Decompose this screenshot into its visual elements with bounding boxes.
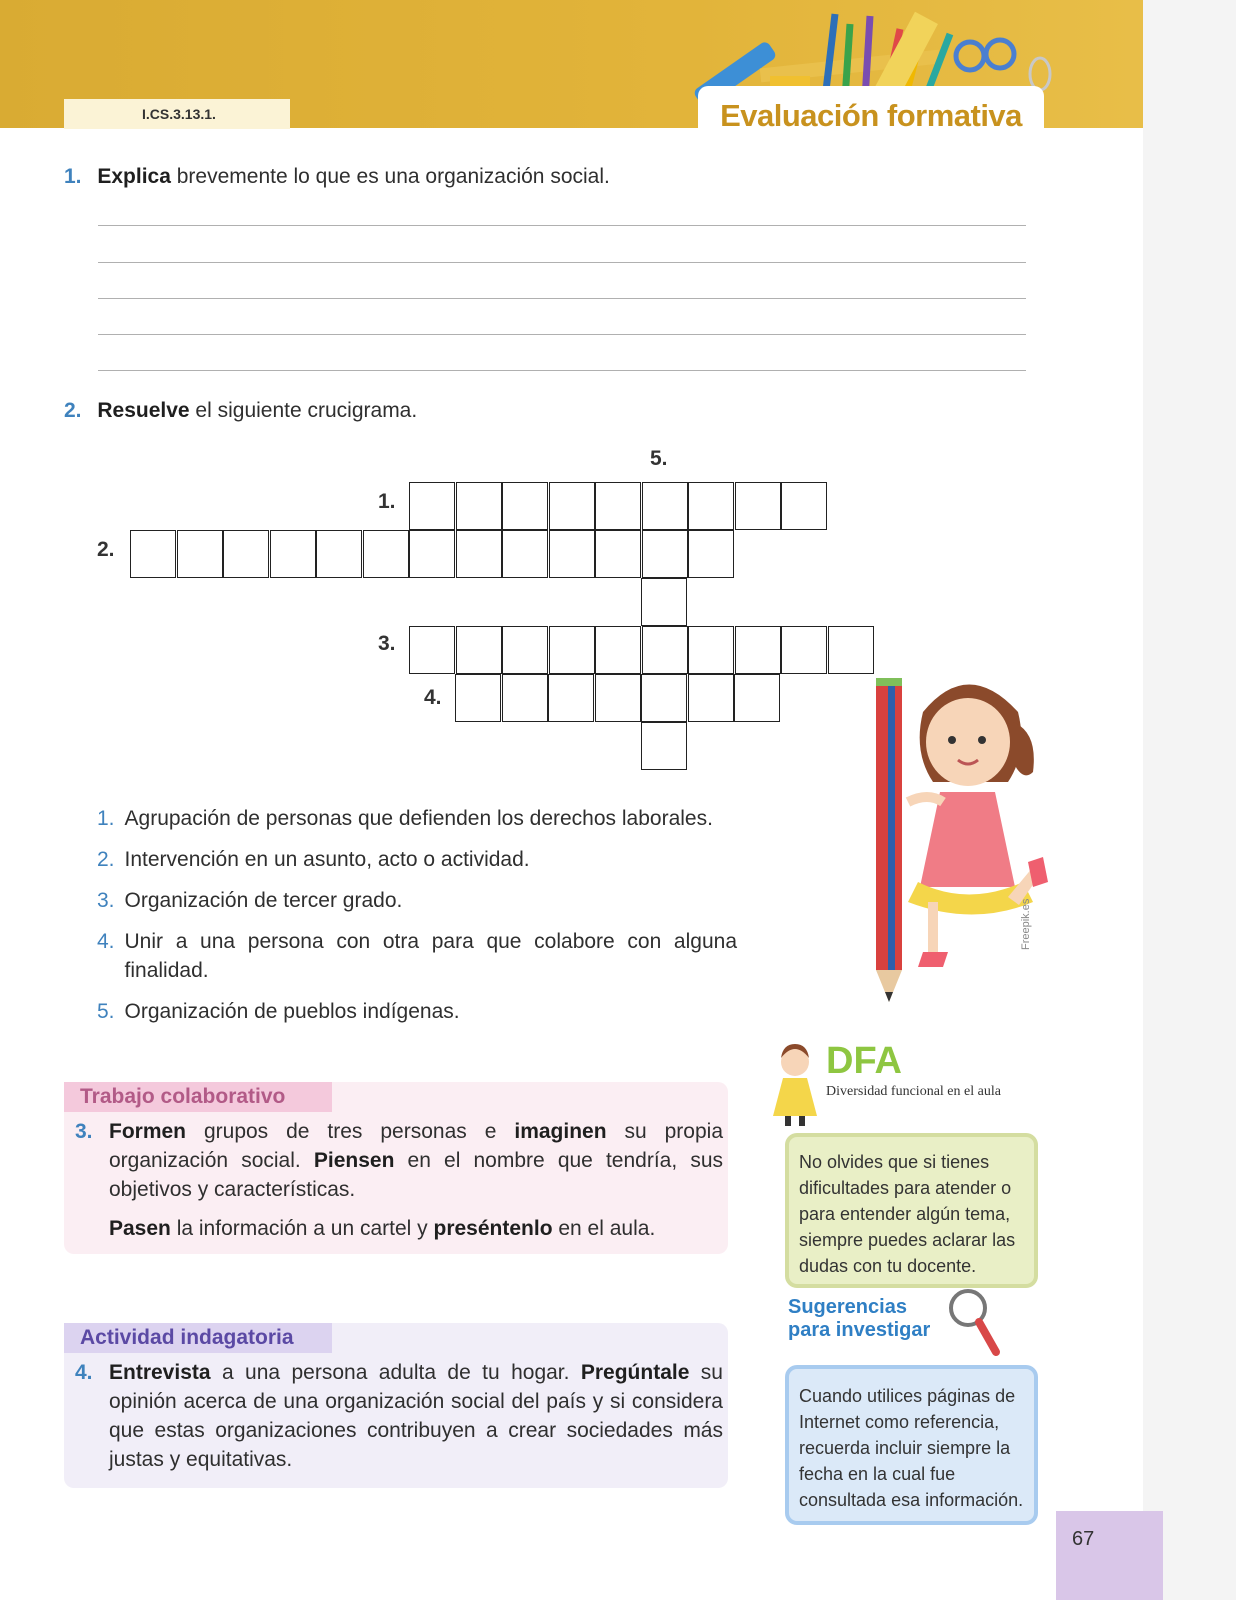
crossword-cell[interactable]: [642, 626, 688, 674]
crossword-cell[interactable]: [688, 530, 734, 578]
dfa-girl-icon: [765, 1040, 825, 1130]
clue-text: Intervención en un asunto, acto o actividad.: [124, 848, 530, 871]
crossword-cell[interactable]: [641, 722, 687, 770]
crossword-cell[interactable]: [735, 482, 781, 530]
crossword-cell[interactable]: [595, 482, 641, 530]
crossword-cell[interactable]: [316, 530, 362, 578]
clue-number: 1.: [97, 807, 115, 830]
question-text: brevemente lo que es una organización social.: [170, 165, 610, 188]
crossword-cell[interactable]: [502, 530, 548, 578]
suggestions-box: Cuando utilices páginas de Internet como referencia, recuerda incluir siempre la fecha en la cual fue consultada esa información.: [785, 1365, 1038, 1525]
crossword-cell[interactable]: [409, 530, 455, 578]
crossword-cell[interactable]: [781, 626, 827, 674]
suggestions-title-line-2: para investigar: [788, 1319, 931, 1341]
question-verb: Explica: [97, 165, 171, 188]
suggestions-title: [788, 1296, 930, 1342]
crossword-label-3: 3.: [378, 632, 396, 655]
crossword-cell[interactable]: [642, 530, 688, 578]
evaluation-tab-title: Evaluación formativa: [698, 86, 1044, 138]
crossword-cell[interactable]: [409, 482, 455, 530]
crossword-cell[interactable]: [130, 530, 176, 578]
clue-item: [97, 804, 737, 833]
clue-item: [97, 927, 737, 985]
crossword-cell[interactable]: [456, 530, 502, 578]
crossword-cell[interactable]: [595, 530, 641, 578]
question-text: Formen grupos de tres personas e imaginen su propia organización social. Piensen en el nombre que tendría, sus objetivos y características.: [109, 1120, 723, 1201]
crossword-cell[interactable]: [734, 674, 780, 722]
question-text: el siguiente crucigrama.: [189, 399, 418, 422]
inquiry-activity-title: Actividad indagatoria: [64, 1323, 332, 1353]
suggestions-title-line-1: Sugerencias: [788, 1296, 907, 1318]
question-3: [75, 1117, 723, 1204]
page-number: 67: [1056, 1511, 1163, 1600]
crossword-cell[interactable]: [502, 482, 548, 530]
crossword-cell[interactable]: [641, 674, 687, 722]
clue-item: [97, 997, 737, 1026]
crossword-cell[interactable]: [641, 578, 687, 626]
clue-item: [97, 845, 737, 874]
crossword-cell[interactable]: [502, 674, 548, 722]
magnifier-icon: [946, 1286, 1002, 1358]
question-number: 4.: [75, 1361, 93, 1384]
crossword-cell[interactable]: [595, 674, 641, 722]
crossword-label-4: 4.: [424, 686, 442, 709]
crossword-label-5: 5.: [650, 447, 668, 470]
clue-number: 5.: [97, 1000, 115, 1023]
crossword-cell[interactable]: [549, 482, 595, 530]
crossword-cell[interactable]: [781, 482, 827, 530]
crossword-label-1: 1.: [378, 490, 396, 513]
dfa-box: No olvides que si tienes dificultades para atender o para entender algún tema, siempre puedes aclarar las dudas con tu docente.: [785, 1133, 1038, 1288]
crossword-label-2: 2.: [97, 538, 115, 561]
collaborative-work-title: Trabajo colaborativo: [64, 1082, 332, 1112]
clue-text: Organización de tercer grado.: [124, 889, 403, 912]
crossword-cell[interactable]: [363, 530, 409, 578]
clue-number: 2.: [97, 848, 115, 871]
image-credit: Freepik.es: [1020, 898, 1032, 950]
question-3-followup: Pasen la información a un cartel y preséntenlo en el aula.: [109, 1217, 656, 1240]
clue-text: Organización de pueblos indígenas.: [124, 1000, 460, 1023]
crossword-cell[interactable]: [688, 674, 734, 722]
crossword-cell[interactable]: [270, 530, 316, 578]
dfa-title: DFA: [826, 1040, 902, 1082]
crossword-cell[interactable]: [502, 626, 548, 674]
clue-text: Unir a una persona con otra para que colabore con alguna finalidad.: [124, 930, 737, 982]
clue-item: [97, 886, 737, 915]
crossword-cell[interactable]: [223, 530, 269, 578]
question-4: [75, 1358, 723, 1474]
crossword-cell[interactable]: [177, 530, 223, 578]
crossword-cell[interactable]: [456, 626, 502, 674]
crossword-cell[interactable]: [642, 482, 688, 530]
crossword-cell[interactable]: [549, 626, 595, 674]
crossword-cell[interactable]: [688, 482, 734, 530]
clue-number: 4.: [97, 930, 115, 953]
crossword-cell[interactable]: [549, 530, 595, 578]
crossword-cell[interactable]: [409, 626, 455, 674]
girl-pencil-illustration: [868, 652, 1048, 1012]
question-verb: Resuelve: [97, 399, 190, 422]
question-text: Entrevista a una persona adulta de tu hogar. Pregúntale su opinión acerca de una organización social del país y si considera que estas organizaciones contribuyen a crear sociedades más justas y equitativas.: [109, 1361, 723, 1471]
crossword-cell[interactable]: [456, 482, 502, 530]
clue-number: 3.: [97, 889, 115, 912]
question-number: 3.: [75, 1120, 93, 1143]
crossword-cell[interactable]: [828, 626, 874, 674]
crossword-cell[interactable]: [595, 626, 641, 674]
crossword-cell[interactable]: [455, 674, 501, 722]
question-number: 1.: [64, 165, 82, 188]
crossword-cell[interactable]: [548, 674, 594, 722]
crossword-cell[interactable]: [688, 626, 734, 674]
crossword-cell[interactable]: [735, 626, 781, 674]
question-number: 2.: [64, 399, 82, 422]
dfa-subtitle: Diversidad funcional en el aula: [826, 1084, 1001, 1099]
clue-text: Agrupación de personas que defienden los derechos laborales.: [124, 807, 713, 830]
skill-code: I.CS.3.13.1.: [64, 99, 290, 129]
